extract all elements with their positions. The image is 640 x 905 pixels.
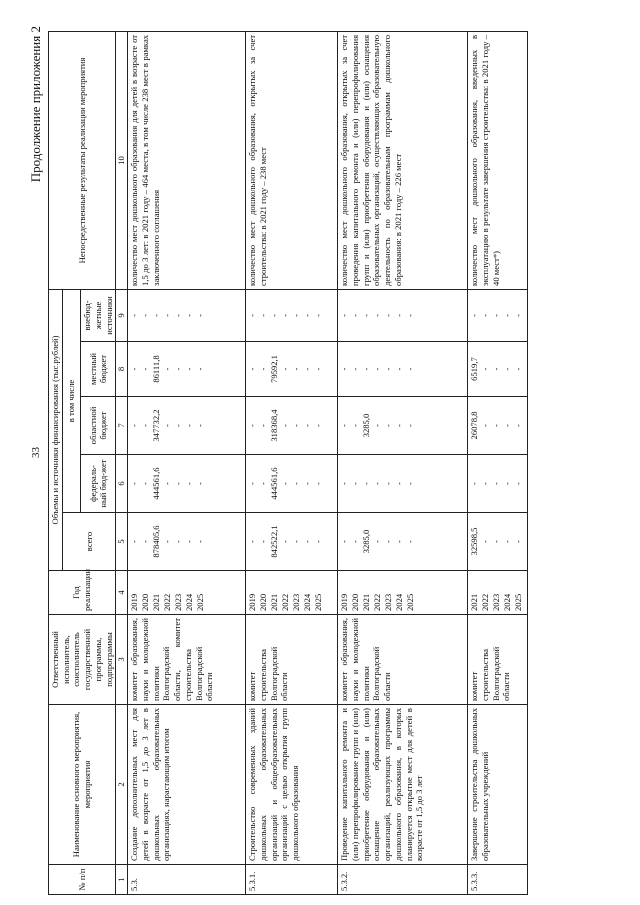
funding-extrabudgetary-value: - <box>162 314 173 317</box>
funding-local <box>338 342 468 397</box>
funding-extrabudgetary-value: - <box>469 314 480 317</box>
funding-regional-value: - <box>162 424 173 427</box>
funding-local-value: - <box>195 367 206 371</box>
funding-federal-value: - <box>140 482 151 485</box>
funding-local-value: - <box>140 367 151 371</box>
funding-extrabudgetary <box>246 289 338 341</box>
funding-regional-value: - <box>258 424 269 427</box>
funding-extrabudgetary-value: - <box>291 314 302 317</box>
funding-local-value: - <box>361 367 372 371</box>
funding-federal-value: - <box>469 482 480 485</box>
header-including: в том числе <box>62 289 80 512</box>
direct-results: количество мест дошкольного образования, введенных в эксплуатацию в результате завершения строительства: в 2021 году – 40 мест*) <box>468 31 528 289</box>
implementation-years <box>246 571 338 615</box>
funding-federal-value: - <box>195 482 206 485</box>
implementation-years-value: 2020 <box>350 593 361 611</box>
funding-regional-value: - <box>383 424 394 427</box>
funding-total-value: 32598,5 <box>469 527 480 556</box>
table-row <box>246 31 338 894</box>
funding-regional-value: - <box>291 424 302 427</box>
funding-federal-value: - <box>291 482 302 485</box>
funding-total-value: - <box>280 540 291 543</box>
funding-regional <box>338 397 468 455</box>
implementation-years-value: 2023 <box>173 593 184 611</box>
funding-extrabudgetary-value: - <box>361 314 372 317</box>
funding-total-value: - <box>247 540 258 543</box>
funding-federal-value: - <box>173 482 184 485</box>
funding-regional <box>468 397 528 455</box>
funding-local-value: - <box>383 367 394 371</box>
table-row <box>128 31 246 894</box>
implementation-years-value: 2024 <box>302 593 313 611</box>
funding-local-value: - <box>173 367 184 371</box>
responsible-executor: комитет строительства Волгоградской области <box>246 615 338 705</box>
funding-total-value: - <box>513 540 524 543</box>
funding-regional-value: - <box>502 424 513 427</box>
funding-regional-value: - <box>491 424 502 427</box>
implementation-years-value: 2024 <box>502 593 513 611</box>
implementation-years-value: 2023 <box>383 593 394 611</box>
funding-federal-value: - <box>502 482 513 485</box>
direct-results: количество мест дошкольного образования для детей в возрасте от 1,5 до 3 лет: в 2021 году – 464 места, в том числе 238 мест в рамках заключенного соглашения <box>128 31 246 289</box>
funding-extrabudgetary-value: - <box>480 314 491 317</box>
activity-name: Проведение капитального ремонта и (или) перепрофилирование групп и (или) приобретение оборудования и (или) оснащение образовательных организаций, реализующих программы дошкольного образования, в которых планируется открытие мест для детей в возрасте от 1,5 до 3 лет <box>338 705 468 865</box>
funding-total-value: - <box>339 540 350 543</box>
direct-results: количество мест дошкольного образования, открытых за счет проведения капитального ремонта и (или) перепрофилирования групп и (или) приобретения оборудования и (или) оснащения образовательных организаций, осуществляющих образовательную деятельность по образовательным программам дошкольного образования: в 2021 году – 226 мест <box>338 31 468 289</box>
program-activities-table <box>48 31 528 895</box>
funding-total-value: - <box>405 540 416 543</box>
implementation-years-value: 2025 <box>405 593 416 611</box>
funding-local-value: - <box>280 367 291 371</box>
funding-extrabudgetary-value: - <box>151 314 162 317</box>
funding-federal-value: - <box>302 482 313 485</box>
funding-total <box>246 513 338 571</box>
funding-extrabudgetary-value: - <box>247 314 258 317</box>
funding-federal <box>128 455 246 513</box>
funding-local <box>128 342 246 397</box>
funding-total-value: - <box>394 540 405 543</box>
implementation-years-value: 2021 <box>151 593 162 611</box>
column-number: 5 <box>116 513 128 571</box>
funding-regional-value: - <box>280 424 291 427</box>
funding-local-value: - <box>302 367 313 371</box>
funding-total <box>128 513 246 571</box>
implementation-years <box>338 571 468 615</box>
funding-regional-value: - <box>173 424 184 427</box>
funding-total-value: - <box>129 540 140 543</box>
funding-total-value: - <box>491 540 502 543</box>
implementation-years-value: 2024 <box>394 593 405 611</box>
funding-federal-value: - <box>405 482 416 485</box>
funding-total-value: - <box>162 540 173 543</box>
implementation-years-value: 2019 <box>339 593 350 611</box>
funding-federal-value: 444561,6 <box>269 467 280 500</box>
implementation-years-value: 2023 <box>291 593 302 611</box>
header-number: № п/п <box>49 865 116 895</box>
funding-regional-value: - <box>184 424 195 427</box>
column-number: 8 <box>116 342 128 397</box>
funding-extrabudgetary-value: - <box>502 314 513 317</box>
funding-local-value: - <box>502 367 513 371</box>
funding-extrabudgetary-value: - <box>405 314 416 317</box>
funding-local-value: - <box>480 367 491 371</box>
funding-regional-value: - <box>195 424 206 427</box>
column-number: 2 <box>116 705 128 865</box>
responsible-executor: комитет образования, науки и молодежной политики Волгоградской области, комитет строительства Волгоградской области <box>128 615 246 705</box>
implementation-years <box>468 571 528 615</box>
implementation-years-value: 2022 <box>372 593 383 611</box>
header-local-budget: местный бюджет <box>81 342 116 397</box>
funding-regional-value: - <box>394 424 405 427</box>
funding-local-value: - <box>350 367 361 371</box>
header-activity-name: Наименование основного мероприятия, мероприятия <box>49 705 116 865</box>
funding-total <box>468 513 528 571</box>
funding-total-value: - <box>258 540 269 543</box>
funding-extrabudgetary <box>468 289 528 341</box>
implementation-years-value: 2020 <box>258 593 269 611</box>
funding-regional-value: 318368,4 <box>269 409 280 442</box>
funding-regional-value: - <box>480 424 491 427</box>
funding-federal-value: - <box>361 482 372 485</box>
funding-extrabudgetary-value: - <box>383 314 394 317</box>
funding-total-value: - <box>173 540 184 543</box>
funding-federal-value: - <box>480 482 491 485</box>
implementation-years-value: 2021 <box>361 593 372 611</box>
direct-results: количество мест дошкольного образования, открытых за счет строительства: в 2021 году – 238 мест <box>246 31 338 289</box>
activity-name: Строительство современных зданий дошкольных образовательных организаций и общеобразовательных организаций с целью открытия групп дошкольного образования <box>246 705 338 865</box>
row-number: 5.3.2. <box>338 865 468 895</box>
funding-extrabudgetary-value: - <box>140 314 151 317</box>
header-results: Непосредственные результаты реализации мероприятия <box>49 31 116 289</box>
funding-local-value: - <box>291 367 302 371</box>
implementation-years-value: 2024 <box>184 593 195 611</box>
funding-local-value: 6519,7 <box>469 357 480 381</box>
funding-federal-value: - <box>383 482 394 485</box>
header-funding-group: Объемы и источники финансирования (тыс.рублей) <box>49 289 63 570</box>
column-number: 3 <box>116 615 128 705</box>
column-number: 1 <box>116 865 128 895</box>
funding-total-value: - <box>302 540 313 543</box>
funding-federal <box>246 455 338 513</box>
funding-local-value: - <box>258 367 269 371</box>
funding-total-value: 3285,0 <box>361 529 372 554</box>
table-row <box>338 31 468 894</box>
funding-total-value: - <box>195 540 206 543</box>
header-year: Год реализации <box>49 571 116 615</box>
funding-regional-value: - <box>140 424 151 427</box>
funding-local <box>468 342 528 397</box>
implementation-years-value: 2019 <box>247 593 258 611</box>
funding-total-value: - <box>372 540 383 543</box>
funding-extrabudgetary-value: - <box>184 314 195 317</box>
activity-name: Создание дополнительных мест для детей в возрасте от 1,5 до 3 лет в дошкольных образовательных организациях, нарастающим итогом <box>128 705 246 865</box>
funding-total-value: 842522,1 <box>269 525 280 558</box>
row-number: 5.3.3. <box>468 865 528 895</box>
header-executor: Ответственный исполнитель, соисполнитель государственной программы, подпрограммы <box>49 615 116 705</box>
implementation-years-value: 2025 <box>195 593 206 611</box>
funding-regional-value: - <box>513 424 524 427</box>
funding-regional-value: 3285,0 <box>361 413 372 438</box>
funding-extrabudgetary-value: - <box>372 314 383 317</box>
funding-local-value: - <box>372 367 383 371</box>
funding-total-value: - <box>350 540 361 543</box>
header-total: всего <box>62 513 116 571</box>
funding-local-value: - <box>405 367 416 371</box>
funding-local-value: - <box>339 367 350 371</box>
funding-local-value: 86111,8 <box>151 355 162 383</box>
funding-extrabudgetary-value: - <box>280 314 291 317</box>
implementation-years-value: 2020 <box>140 593 151 611</box>
funding-federal-value: - <box>491 482 502 485</box>
funding-local-value: - <box>129 367 140 371</box>
header-extrabudgetary: внебюд-жетные источники <box>81 289 116 341</box>
funding-federal-value: - <box>247 482 258 485</box>
implementation-years <box>128 571 246 615</box>
header-federal-budget: федераль-ный бюд-жет <box>81 455 116 513</box>
column-number: 4 <box>116 571 128 615</box>
table-row <box>468 31 528 894</box>
funding-regional <box>246 397 338 455</box>
funding-extrabudgetary-value: - <box>313 314 324 317</box>
funding-total-value: - <box>502 540 513 543</box>
appendix-continuation-title: Продолжение приложения 2 <box>28 26 43 183</box>
funding-regional-value: - <box>372 424 383 427</box>
funding-extrabudgetary-value: - <box>129 314 140 317</box>
implementation-years-value: 2023 <box>491 593 502 611</box>
funding-federal-value: - <box>339 482 350 485</box>
funding-total-value: - <box>480 540 491 543</box>
table-body <box>128 31 528 894</box>
funding-regional-value: - <box>247 424 258 427</box>
funding-federal-value: - <box>394 482 405 485</box>
funding-local-value: - <box>394 367 405 371</box>
responsible-executor: комитет образования, науки и молодежной политики Волгоградской области <box>338 615 468 705</box>
activity-name: Завершение строительства дошкольных образовательных учреждений <box>468 705 528 865</box>
funding-local-value: - <box>184 367 195 371</box>
funding-local-value: - <box>513 367 524 371</box>
header-regional-budget: областной бюджет <box>81 397 116 455</box>
funding-extrabudgetary <box>338 289 468 341</box>
column-number: 6 <box>116 455 128 513</box>
funding-extrabudgetary-value: - <box>195 314 206 317</box>
funding-total-value: 878405,6 <box>151 525 162 558</box>
funding-local-value: - <box>313 367 324 371</box>
row-number: 5.3. <box>128 865 246 895</box>
funding-regional-value: - <box>313 424 324 427</box>
responsible-executor: комитет строительства Волгоградской области <box>468 615 528 705</box>
funding-federal-value: - <box>313 482 324 485</box>
funding-extrabudgetary-value: - <box>513 314 524 317</box>
funding-federal-value: - <box>129 482 140 485</box>
funding-total <box>338 513 468 571</box>
funding-total-value: - <box>383 540 394 543</box>
funding-local-value: - <box>491 367 502 371</box>
row-number: 5.3.1. <box>246 865 338 895</box>
column-number-row <box>116 31 128 894</box>
funding-total-value: - <box>184 540 195 543</box>
funding-extrabudgetary <box>128 289 246 341</box>
funding-extrabudgetary-value: - <box>350 314 361 317</box>
funding-federal-value: - <box>372 482 383 485</box>
implementation-years-value: 2022 <box>162 593 173 611</box>
funding-local-value: - <box>162 367 173 371</box>
funding-federal <box>468 455 528 513</box>
funding-federal <box>338 455 468 513</box>
funding-extrabudgetary-value: - <box>491 314 502 317</box>
funding-local <box>246 342 338 397</box>
funding-extrabudgetary-value: - <box>302 314 313 317</box>
funding-regional-value: - <box>350 424 361 427</box>
funding-federal-value: - <box>513 482 524 485</box>
funding-extrabudgetary-value: - <box>258 314 269 317</box>
implementation-years-value: 2022 <box>480 593 491 611</box>
funding-local-value: 79592,1 <box>269 355 280 383</box>
funding-extrabudgetary-value: - <box>269 314 280 317</box>
funding-regional-value: 26078,8 <box>469 411 480 440</box>
implementation-years-value: 2021 <box>469 593 480 611</box>
funding-total-value: - <box>140 540 151 543</box>
funding-federal-value: - <box>280 482 291 485</box>
implementation-years-value: 2021 <box>269 593 280 611</box>
funding-total-value: - <box>291 540 302 543</box>
column-number: 7 <box>116 397 128 455</box>
implementation-years-value: 2025 <box>313 593 324 611</box>
funding-regional-value: - <box>405 424 416 427</box>
funding-extrabudgetary-value: - <box>339 314 350 317</box>
funding-federal-value: - <box>350 482 361 485</box>
funding-federal-value: - <box>184 482 195 485</box>
funding-federal-value: - <box>258 482 269 485</box>
funding-federal-value: 444561,6 <box>151 467 162 500</box>
funding-regional-value: 347732,2 <box>151 409 162 442</box>
funding-regional <box>128 397 246 455</box>
funding-regional-value: - <box>339 424 350 427</box>
implementation-years-value: 2025 <box>513 593 524 611</box>
column-number: 9 <box>116 289 128 341</box>
funding-total-value: - <box>313 540 324 543</box>
implementation-years-value: 2019 <box>129 593 140 611</box>
implementation-years-value: 2022 <box>280 593 291 611</box>
page-number: 33 <box>30 447 42 458</box>
column-number: 10 <box>116 31 128 289</box>
funding-federal-value: - <box>162 482 173 485</box>
funding-extrabudgetary-value: - <box>394 314 405 317</box>
funding-regional-value: - <box>129 424 140 427</box>
funding-local-value: - <box>247 367 258 371</box>
funding-extrabudgetary-value: - <box>173 314 184 317</box>
funding-regional-value: - <box>302 424 313 427</box>
